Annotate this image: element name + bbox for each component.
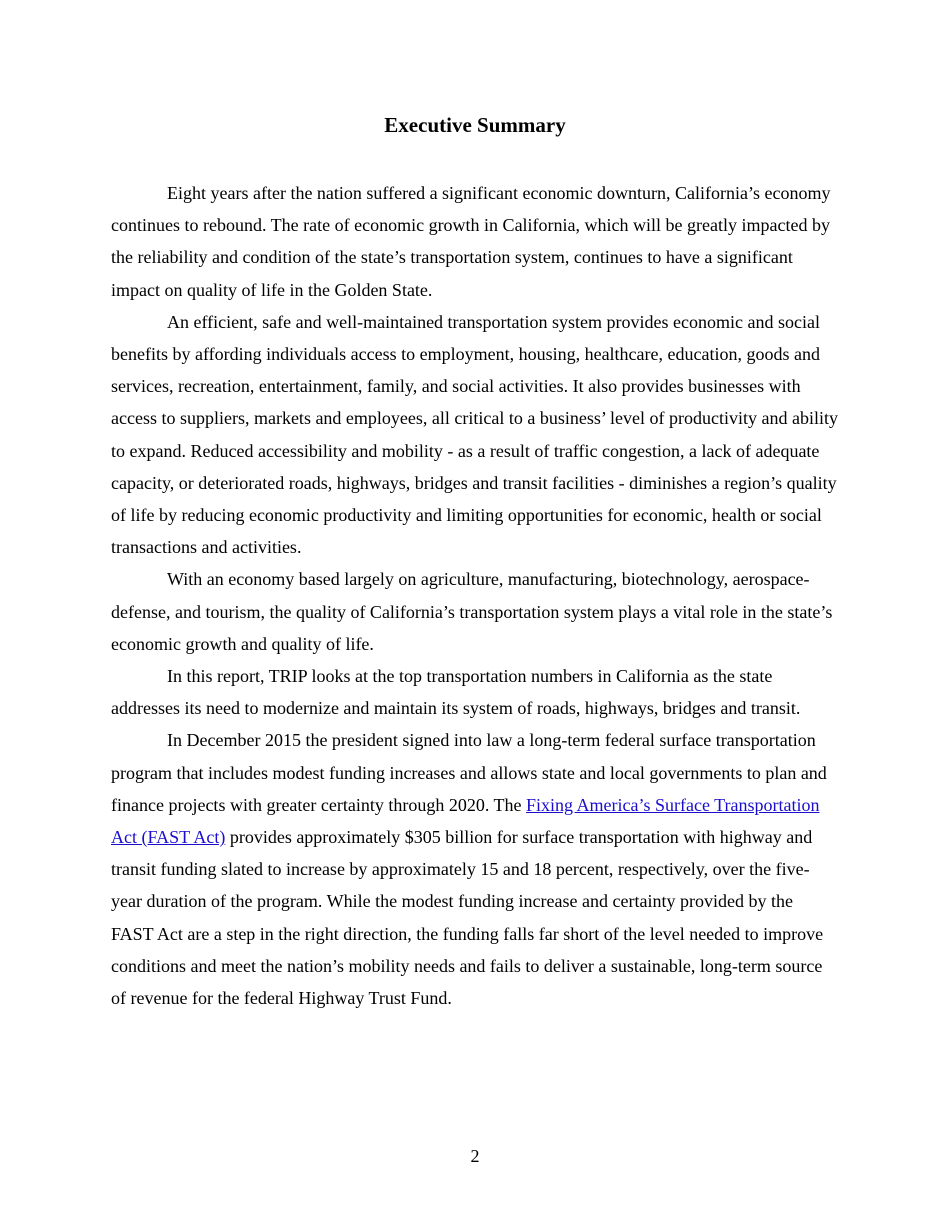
page-number: 2 [470, 1146, 480, 1166]
paragraph-4: In this report, TRIP looks at the top transportation numbers in California as the state addresses its need to modernize and maintain its system of roads, highways, bridges and transit. [111, 666, 801, 719]
paragraph-1: Eight years after the nation suffered a significant economic downturn, California’s economy continues to rebound. The rate of economic growth in California, which will be greatly impacted by the reliability and condition of the state’s transportation system, continues to have a significant impact on quality of life in the Golden State. [111, 183, 831, 300]
document-body [111, 177, 839, 1014]
paragraph-3: With an economy based largely on agriculture, manufacturing, biotechnology, aerospace-defense, and tourism, the quality of California’s transportation system plays a vital role in the state’s economic growth and quality of life. [111, 569, 833, 654]
page-title: Executive Summary [384, 113, 566, 137]
paragraph-5-text-after-link: provides approximately $305 billion for surface transportation with highway and transit funding slated to increase by approximately 15 and 18 percent, respectively, over the five-year duration of the program. While the modest funding increase and certainty provided by the FAST Act are a step in the right direction, the funding falls far short of the level needed to improve conditions and meet the nation’s mobility needs and fails to deliver a sustainable, long-term source of revenue for the federal Highway Trust Fund. [111, 827, 824, 1009]
paragraph-5 [111, 724, 839, 1014]
paragraph-5-text-before-link: In December 2015 the president signed into law a long-term federal surface transportation program that includes modest funding increases and allows state and local governments to plan and finance projects with greater certainty through 2020. The [111, 730, 827, 815]
fast-act-link[interactable]: Fixing America’s Surface Transportation Act (FAST Act) [111, 794, 820, 848]
paragraph-2: An efficient, safe and well-maintained transportation system provides economic and social benefits by affording individuals access to employment, housing, healthcare, education, goods and services, recreation, entertainment, family, and social activities. It also provides businesses with access to suppliers, markets and employees, all critical to a business’ level of productivity and ability to expand. Reduced accessibility and mobility - as a result of traffic congestion, a lack of adequate capacity, or deteriorated roads, highways, bridges and transit facilities - diminishes a region’s quality of life by reducing economic productivity and limiting opportunities for economic, health or social transactions and activities. [111, 311, 838, 558]
